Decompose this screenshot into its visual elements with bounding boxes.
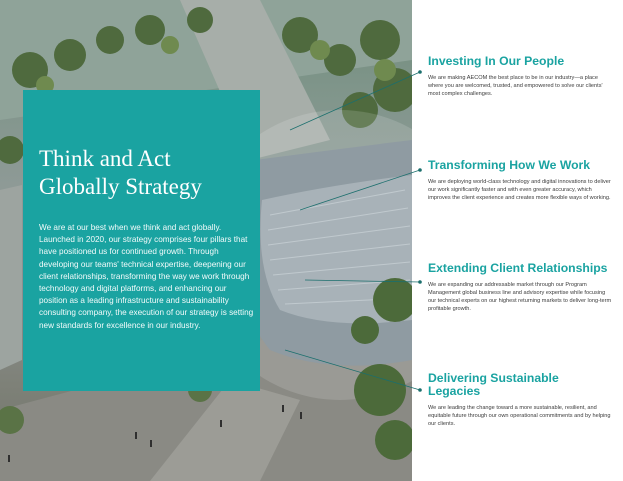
pillar-text: We are deploying world-class technology and digital innovations to deliver our work significantly faster and with even greater accuracy, which improves the client experience and creates more flexible ways of working.: [428, 179, 611, 201]
callout-dot-3: [418, 280, 422, 284]
pillar-investing-in-our-people: [428, 55, 612, 98]
pillar-text: We are expanding our addressable market through our Program Management global business line and advisory expertise while focusing our technical experts on our highest returning markets to deliver long-term profitable growth.: [428, 282, 612, 312]
page-title: Think and Act Globally Strategy: [39, 146, 202, 199]
pillar-transforming-how-we-work: [428, 159, 612, 202]
intro-paragraph: We are at our best when we think and act globally. Launched in 2020, our strategy comprises four pillars that have positioned us for continued growth. Through developing our teams' technical expertise, deepening our client relationships, transforming the way we work through technology and digital platforms, and enhancing our position as a leading infrastructure and sustainability consulting company, the execution of our strategy is setting new standards for excellence in our industry.: [39, 223, 254, 330]
pillar-delivering-sustainable-legacies: [428, 372, 612, 428]
callout-dot-1: [418, 70, 422, 74]
callout-dot-2: [418, 168, 422, 172]
pillar-text: We are leading the change toward a more sustainable, resilient, and equitable future through our own operational commitments and by helping our clients.: [428, 405, 611, 427]
pillar-title: Delivering Sustainable Legacies: [428, 371, 559, 398]
pillar-text: We are making AECOM the best place to be in our industry—a place where you are welcomed, trusted, and empowered to solve our clients' most complex challenges.: [428, 75, 603, 97]
strategy-intro-box: [23, 90, 260, 391]
pillar-title: Investing In Our People: [428, 54, 565, 68]
pillar-title: Extending Client Relationships: [428, 261, 608, 275]
pillar-extending-client-relationships: [428, 262, 612, 313]
pillar-title: Transforming How We Work: [428, 158, 591, 172]
callout-dot-4: [418, 388, 422, 392]
